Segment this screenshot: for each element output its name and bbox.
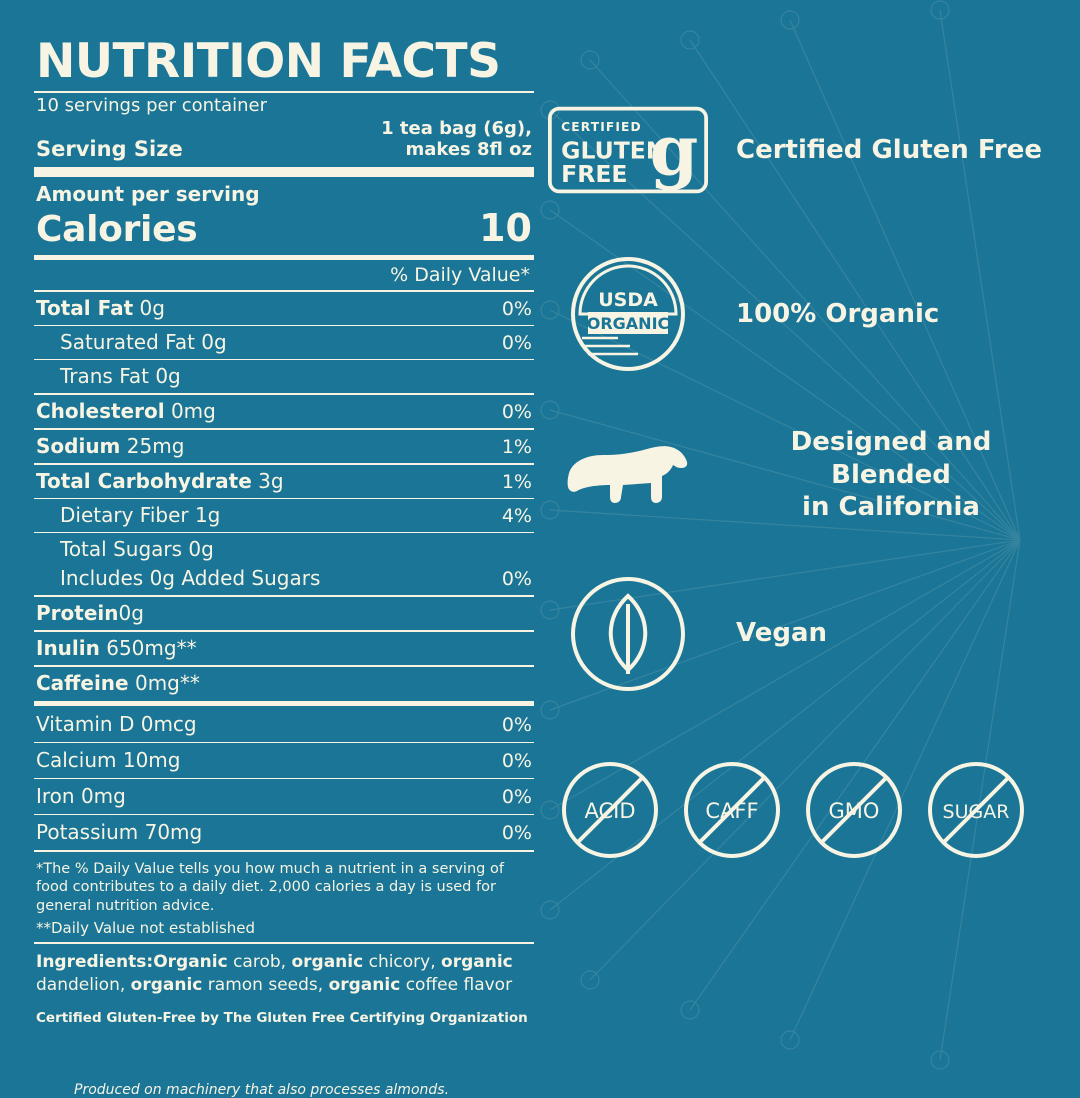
no-gmo-icon [802, 758, 906, 862]
nutrient-amount: 0g [139, 295, 165, 320]
free-from-badges [548, 758, 1046, 862]
table-row [34, 432, 534, 461]
nutrient-name: Total Carbohydrate [36, 468, 252, 493]
servings-per-container: 10 servings per container [36, 95, 267, 116]
nutrient-amount: 650mg** [106, 635, 197, 660]
nutrient-name: Cholesterol [36, 398, 165, 423]
divider [34, 742, 534, 743]
nutrient-dv: 0% [501, 297, 532, 320]
ingredients-list [34, 946, 534, 998]
free-from-label: CAFF [705, 798, 759, 823]
table-row [34, 535, 534, 564]
nutrient-dv: 0% [501, 567, 532, 590]
divider [34, 778, 534, 779]
serving-size-value-line1: 1 tea bag (6g), [381, 117, 532, 139]
badges-panel [534, 38, 1046, 1060]
nutrient-dv: 0% [501, 713, 532, 736]
ingredients-label: Ingredients: [36, 952, 154, 973]
daily-value-footnote: *The % Daily Value tells you how much a nutrient in a serving of food contributes to a daily diet. 2,000 calories a day is used for general nutrition advice. [36, 860, 504, 914]
nutrient-dv: 0% [501, 821, 532, 844]
svg-text:FREE: FREE [561, 160, 628, 188]
nutrition-facts-panel [34, 34, 534, 1098]
divider [34, 942, 534, 944]
divider-medium [34, 255, 534, 260]
nutrient-dv: 4% [501, 504, 532, 527]
nutrient-dv: 1% [501, 470, 532, 493]
table-row [34, 781, 534, 812]
badge-label: Certified Gluten Free [736, 134, 1043, 165]
nutrient-amount: 0mg [170, 398, 216, 423]
divider [34, 359, 534, 360]
nutrient-amount: 0mg** [134, 670, 200, 695]
badge-label-line2: in California [802, 492, 980, 522]
calories-row [34, 206, 534, 252]
amount-per-serving-label: Amount per serving [36, 181, 260, 206]
calories-label: Calories [36, 208, 198, 250]
nutrient-name: Trans Fat 0g [60, 363, 181, 388]
nutrient-name: Sodium [36, 433, 121, 458]
calories-value: 10 [479, 205, 532, 250]
free-from-label: SUGAR [942, 800, 1010, 823]
divider [34, 463, 534, 465]
free-from-label: ACID [584, 798, 636, 823]
table-row [34, 634, 534, 663]
certification-line: Certified Gluten-Free by The Gluten Free Certifying Organization [36, 1010, 528, 1027]
nutrient-name: Saturated Fat 0g [60, 329, 227, 354]
no-sugar-icon [924, 758, 1028, 862]
table-row [34, 294, 534, 323]
table-row [34, 467, 534, 496]
table-row [34, 328, 534, 357]
nutrient-dv: 0% [501, 785, 532, 808]
nutrient-name: Iron 0mg [36, 783, 126, 808]
nutrient-amount: 25mg [126, 433, 185, 458]
nutrient-name: Potassium 70mg [36, 819, 203, 844]
serving-size-label: Serving Size [36, 136, 183, 161]
nutrient-name: Includes 0g Added Sugars [60, 565, 321, 590]
divider [34, 393, 534, 395]
svg-text:CERTIFIED: CERTIFIED [561, 120, 642, 135]
serving-size-value [381, 118, 532, 161]
table-row [34, 397, 534, 426]
divider [34, 665, 534, 667]
nutrient-name: Total Fat [36, 295, 134, 320]
divider [34, 498, 534, 499]
nutrient-amount: 3g [258, 468, 284, 493]
divider [34, 850, 534, 852]
serving-size-value-line2: makes 8fl oz [405, 139, 532, 161]
badge-label [736, 426, 1046, 524]
divider [34, 91, 534, 93]
table-row [34, 501, 534, 530]
usda-organic-icon [548, 254, 708, 374]
gluten-free-icon [548, 104, 708, 196]
badge-label-line1: Designed and Blended [790, 427, 992, 490]
svg-text:GLUTEN: GLUTEN [561, 136, 666, 165]
table-row [34, 362, 534, 391]
badge-label: 100% Organic [736, 298, 940, 329]
nutrient-name: Protein [36, 600, 119, 625]
divider [34, 532, 534, 533]
table-row [34, 709, 534, 740]
nutrient-dv: 0% [501, 749, 532, 772]
divider [34, 290, 534, 292]
serving-size-row [34, 118, 534, 163]
machinery-note: Produced on machinery that also processes almonds. [74, 1082, 450, 1098]
badge-usda-organic [548, 254, 1046, 374]
nutrient-name: Caffeine [36, 670, 129, 695]
bear-icon [548, 435, 708, 515]
badge-vegan [548, 574, 1046, 694]
table-row [34, 745, 534, 776]
no-acid-icon [558, 758, 662, 862]
nutrient-dv: 1% [501, 435, 532, 458]
ingredients-text: Organic carob, organic chicory, organic dandelion, organic ramon seeds, organic coffee flavor [36, 952, 513, 995]
table-row [34, 817, 534, 848]
badge-california [548, 426, 1046, 524]
svg-text:ORGANIC: ORGANIC [586, 314, 670, 333]
table-row [34, 564, 534, 593]
divider [34, 814, 534, 815]
table-row [34, 669, 534, 698]
nutrient-name: Vitamin D 0mcg [36, 711, 197, 736]
no-caff-icon [680, 758, 784, 862]
badge-gluten-free [548, 104, 1046, 196]
badge-label: Vegan [736, 618, 827, 649]
nutrient-name: Total Sugars 0g [60, 536, 214, 561]
nutrient-dv: 0% [501, 331, 532, 354]
divider [34, 428, 534, 430]
nutrient-amount: 0g [118, 600, 144, 625]
free-from-label: GMO [828, 798, 880, 823]
divider [34, 325, 534, 326]
divider [34, 630, 534, 632]
nutrient-name: Inulin [36, 635, 100, 660]
daily-value-footnote-2: **Daily Value not established [36, 919, 256, 938]
nutrient-name: Dietary Fiber 1g [60, 502, 221, 527]
nutrient-name: Calcium 10mg [36, 747, 181, 772]
divider-thick [34, 167, 534, 177]
daily-value-header: % Daily Value* [390, 263, 530, 286]
svg-text:USDA: USDA [598, 289, 658, 311]
table-row [34, 599, 534, 628]
divider-medium [34, 701, 534, 706]
nutrient-dv: 0% [501, 400, 532, 423]
leaf-icon [548, 574, 708, 694]
divider [34, 595, 534, 597]
svg-text:g: g [649, 110, 699, 192]
page-title: NUTRITION FACTS [36, 34, 501, 89]
